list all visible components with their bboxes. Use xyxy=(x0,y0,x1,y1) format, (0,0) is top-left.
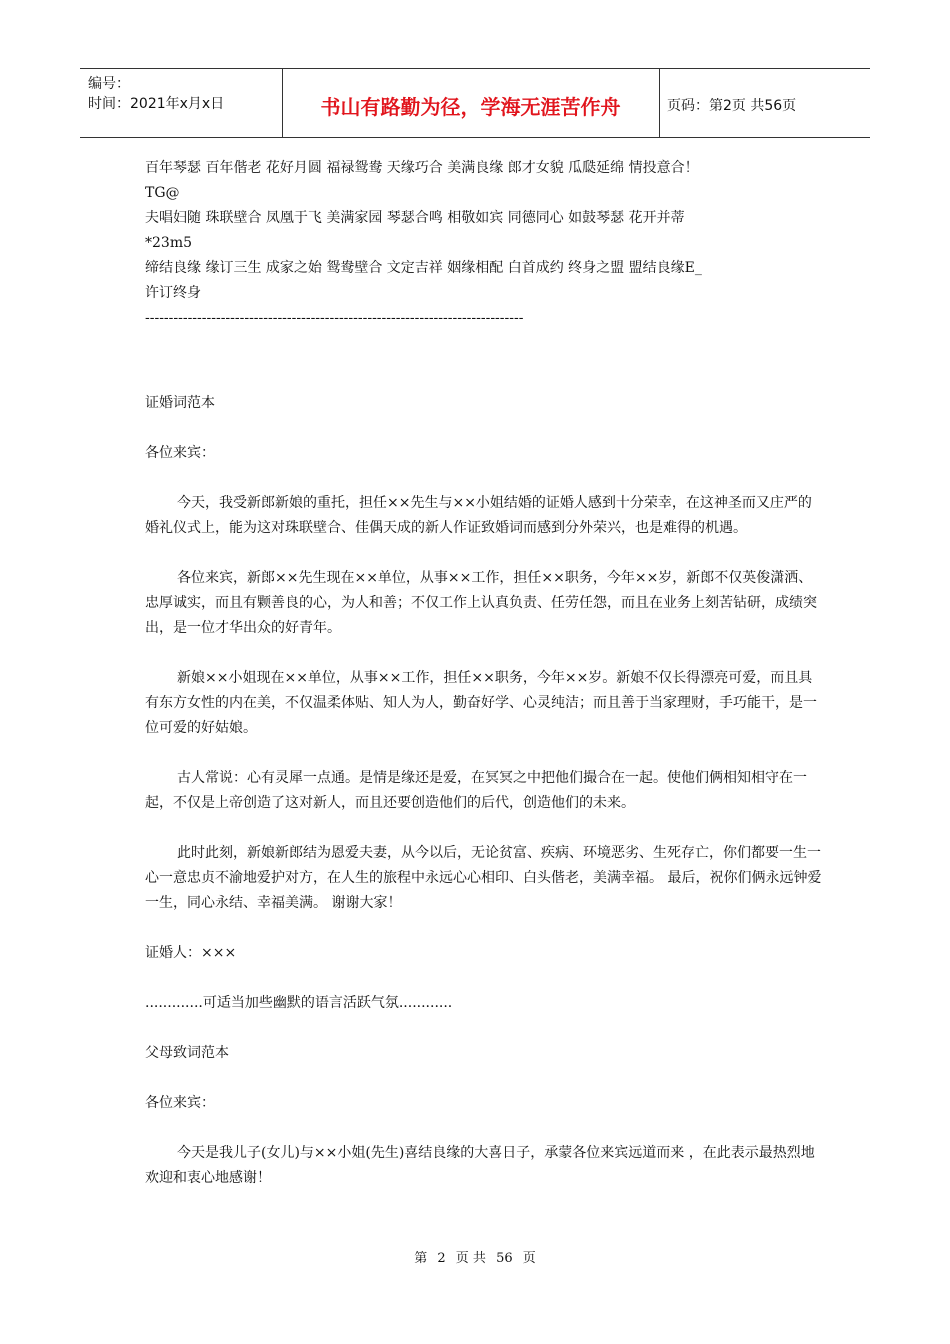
page-footer xyxy=(0,1247,950,1266)
footer-middle: 页 共 xyxy=(455,1251,486,1266)
header-meta-cell xyxy=(80,69,283,137)
note: .............可适当加些幽默的语言活跃气氛............ xyxy=(145,995,453,1011)
idiom-line: 百年琴瑟 百年偕老 花好月圆 福禄鸳鸯 天缘巧合 美满良缘 郎才女貌 瓜瓞延绵 情投意合！ xyxy=(145,160,699,176)
header-motto-cell xyxy=(282,69,660,137)
idiom-line: 缔结良缘 缘订三生 成家之始 鸳鸯壁合 文定吉祥 姻缘相配 白首成约 终身之盟 盟结良缘E_ xyxy=(145,260,702,276)
paragraph: 各位来宾，新郎××先生现在××单位，从事××工作，担任××职务，今年××岁，新郎不仅英俊潇洒、忠厚诚实，而且有颗善良的心，为人和善；不仅工作上认真负责、任劳任怨，而且在业务上刻苦钻研，成绩突出，是一位才华出众的好青年。 xyxy=(145,570,817,636)
header-page-cell xyxy=(659,69,870,137)
motto-text: 书山有路勤为径，学海无涯苦作舟 xyxy=(320,95,621,119)
greeting: 各位来宾： xyxy=(145,445,215,461)
time-label: 时间：2021年x月x日 xyxy=(88,96,225,112)
footer-total-pages: 56 xyxy=(496,1251,513,1266)
paragraph: 今天，我受新郎新娘的重托，担任××先生与××小姐结婚的证婚人感到十分荣幸，在这神圣而又庄严的婚礼仪式上，能为这对珠联壁合、佳偶天成的新人作证致婚词而感到分外荣兴，也是难得的机遇。 xyxy=(145,495,812,536)
idiom-line: 许订终身 xyxy=(145,285,201,301)
divider-line: -------------------------------------------------------------------------------- xyxy=(145,310,524,326)
page-info: 页码：第2页 共56页 xyxy=(667,98,797,114)
signature: 证婚人：××× xyxy=(145,945,237,961)
idiom-line: TG@ xyxy=(145,185,180,201)
footer-current-page: 2 xyxy=(437,1251,446,1266)
footer-suffix: 页 xyxy=(522,1251,536,1266)
paragraph: 此时此刻，新娘新郎结为恩爱夫妻，从今以后，无论贫富、疾病、环境恶劣、生死存亡，你们都要一生一心一意忠贞不渝地爱护对方，在人生的旅程中永远心心相印、白头偕老，美满幸福。 最后，祝你们俩永远钟爱一生，同心永结、幸福美满。 谢谢大家！ xyxy=(145,845,822,911)
idiom-line: 夫唱妇随 珠联壁合 凤凰于飞 美满家园 琴瑟合鸣 相敬如宾 同德同心 如鼓琴瑟 花开并蒂 xyxy=(145,210,685,226)
greeting: 各位来宾： xyxy=(145,1095,215,1111)
paragraph: 古人常说：心有灵犀一点通。是情是缘还是爱，在冥冥之中把他们撮合在一起。使他们俩相知相守在一起，不仅是上帝创造了这对新人，而且还要创造他们的后代，创造他们的未来。 xyxy=(145,770,807,811)
page-header xyxy=(80,68,870,138)
idiom-line: *23m5 xyxy=(145,235,192,251)
paragraph: 今天是我儿子(女儿)与××小姐(先生)喜结良缘的大喜日子，承蒙各位来宾远道而来 ，在此表示最热烈地欢迎和衷心地感谢！ xyxy=(145,1145,815,1186)
section-title: 父母致词范本 xyxy=(145,1045,229,1061)
paragraph: 新娘××小姐现在××单位，从事××工作，担任××职务，今年××岁。新娘不仅长得漂亮可爱，而且具有东方女性的内在美，不仅温柔体贴、知人为人，勤奋好学、心灵纯洁；而且善于当家理财，手巧能干，是一位可爱的好姑娘。 xyxy=(145,670,817,736)
section-title: 证婚词范本 xyxy=(145,395,215,411)
number-label: 编号： xyxy=(88,76,130,92)
footer-prefix: 第 xyxy=(414,1251,428,1266)
document-body xyxy=(145,156,825,1191)
